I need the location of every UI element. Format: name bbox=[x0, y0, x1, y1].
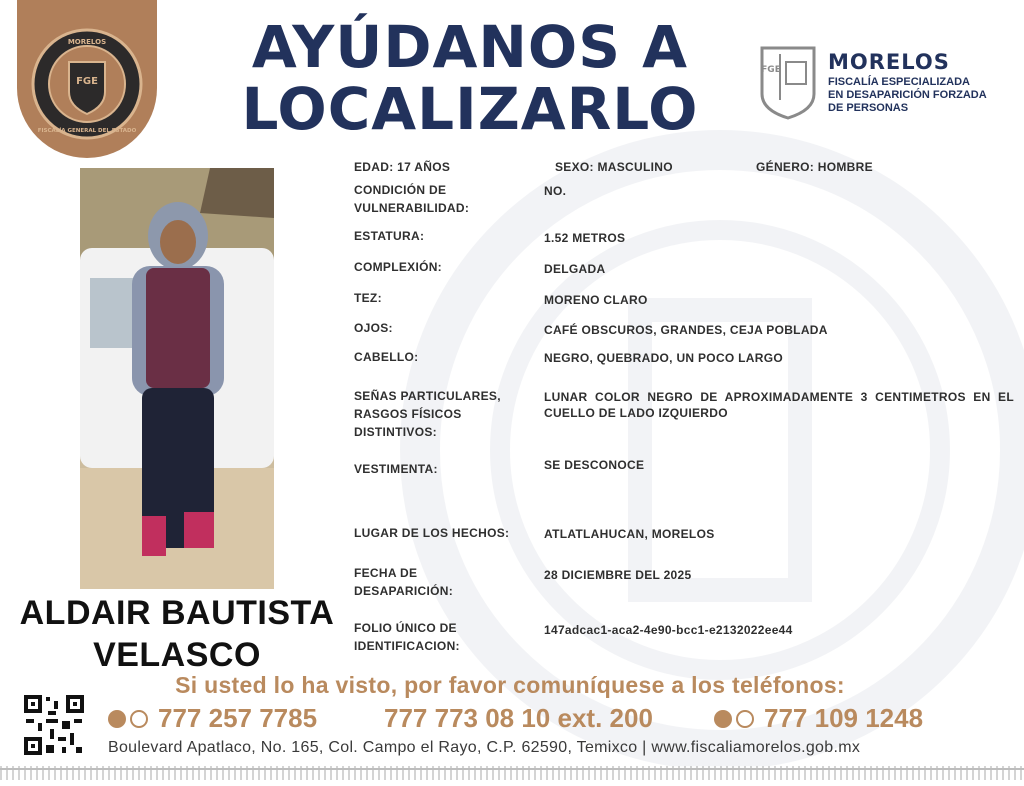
qr-code[interactable] bbox=[22, 693, 86, 757]
person-name-line-2: VELASCO bbox=[93, 636, 261, 674]
marks-label-line-3: DISTINTIVOS: bbox=[354, 425, 437, 439]
person-name-line-1: ALDAIR BAUTISTA bbox=[19, 594, 335, 632]
folio-label-line-1: FOLIO ÚNICO DE bbox=[354, 621, 457, 635]
whatsapp-icon bbox=[130, 710, 148, 728]
vulnerability-label-line-2: VULNERABILIDAD: bbox=[354, 201, 470, 215]
hair-value: NEGRO, QUEBRADO, UN POCO LARGO bbox=[544, 351, 784, 365]
gender-field: GÉNERO: HOMBRE bbox=[756, 160, 873, 174]
folio-label-line-2: IDENTIFICACION: bbox=[354, 639, 460, 653]
fge-badge bbox=[17, 0, 157, 158]
skin-value: MORENO CLARO bbox=[544, 293, 648, 307]
decorative-rule bbox=[0, 768, 1024, 770]
badge-ring-text: FISCALÍA GENERAL DEL ESTADO bbox=[37, 128, 137, 134]
fiscalia-logo bbox=[758, 44, 1018, 124]
phone-3-number: 777 109 1248 bbox=[764, 703, 924, 733]
phone-2[interactable] bbox=[384, 703, 653, 734]
vulnerability-label-line-1: CONDICIÓN DE bbox=[354, 183, 447, 197]
build-value: DELGADA bbox=[544, 262, 606, 276]
whatsapp-icon bbox=[736, 710, 754, 728]
phone-3[interactable] bbox=[714, 703, 923, 734]
org-line-1: FISCALÍA ESPECIALIZADA bbox=[828, 76, 970, 88]
headline bbox=[190, 13, 750, 143]
date-label bbox=[354, 564, 453, 600]
headline-line-1: AYÚDANOS A bbox=[251, 13, 689, 81]
date-value: 28 DICIEMBRE DEL 2025 bbox=[544, 568, 692, 582]
vulnerability-label bbox=[354, 181, 469, 217]
vulnerability-value: NO. bbox=[544, 184, 567, 198]
call-to-action: Si usted lo ha visto, por favor comuníquese a los teléfonos: bbox=[175, 672, 845, 698]
place-value: ATLATLAHUCAN, MORELOS bbox=[544, 527, 715, 541]
clothing-value: SE DESCONOCE bbox=[544, 458, 645, 472]
marks-label bbox=[354, 387, 501, 441]
phone-2-number: 777 773 08 10 ext. 200 bbox=[384, 703, 653, 733]
shield-letters: FGE bbox=[761, 65, 781, 75]
place-label: LUGAR DE LOS HECHOS: bbox=[354, 526, 510, 540]
address-line: Boulevard Apatlaco, No. 165, Col. Campo el Rayo, C.P. 62590, Temixco | www.fiscaliamorelos.gob.mx bbox=[108, 739, 861, 756]
missing-person-photo bbox=[80, 168, 274, 589]
phone-1[interactable] bbox=[108, 703, 317, 734]
eyes-label: OJOS: bbox=[354, 321, 393, 335]
org-line-2: EN DESAPARICIÓN FORZADA bbox=[828, 89, 987, 101]
marks-value: LUNAR COLOR NEGRO DE APROXIMADAMENTE 3 CENTIMETROS EN EL CUELLO DE LADO IZQUIERDO bbox=[544, 390, 1014, 420]
fge-seal-icon bbox=[31, 28, 143, 140]
height-label: ESTATURA: bbox=[354, 229, 425, 243]
marks-label-line-2: RASGOS FÍSICOS bbox=[354, 407, 462, 421]
clothing-label: VESTIMENTA: bbox=[354, 462, 438, 476]
sex-field: SEXO: MASCULINO bbox=[555, 160, 673, 174]
eyes-value: CAFÉ OBSCUROS, GRANDES, CEJA POBLADA bbox=[544, 323, 828, 337]
phone-1-number: 777 257 7785 bbox=[158, 703, 318, 733]
badge-letters: FGE bbox=[76, 76, 98, 87]
org-name: MORELOS bbox=[828, 50, 950, 74]
skin-label: TEZ: bbox=[354, 291, 382, 305]
height-value: 1.52 METROS bbox=[544, 231, 626, 245]
age-field: EDAD: 17 AÑOS bbox=[354, 160, 451, 174]
date-label-line-2: DESAPARICIÓN: bbox=[354, 584, 454, 598]
date-label-line-1: FECHA DE bbox=[354, 566, 418, 580]
fge-shield-icon bbox=[758, 44, 818, 120]
phone-icon bbox=[714, 710, 732, 728]
org-subtitle bbox=[828, 76, 1018, 115]
badge-top-text: MORELOS bbox=[67, 38, 107, 46]
folio-value: 147adcac1-aca2-4e90-bcc1-e2132022ee44 bbox=[544, 623, 793, 637]
person-name bbox=[10, 592, 344, 676]
phone-icon bbox=[108, 710, 126, 728]
hair-label: CABELLO: bbox=[354, 350, 419, 364]
marks-label-line-1: SEÑAS PARTICULARES, bbox=[354, 389, 501, 403]
org-line-3: DE PERSONAS bbox=[828, 102, 909, 114]
folio-label bbox=[354, 619, 460, 655]
headline-line-2: LOCALIZARLO bbox=[241, 75, 699, 143]
build-label: COMPLEXIÓN: bbox=[354, 260, 442, 274]
